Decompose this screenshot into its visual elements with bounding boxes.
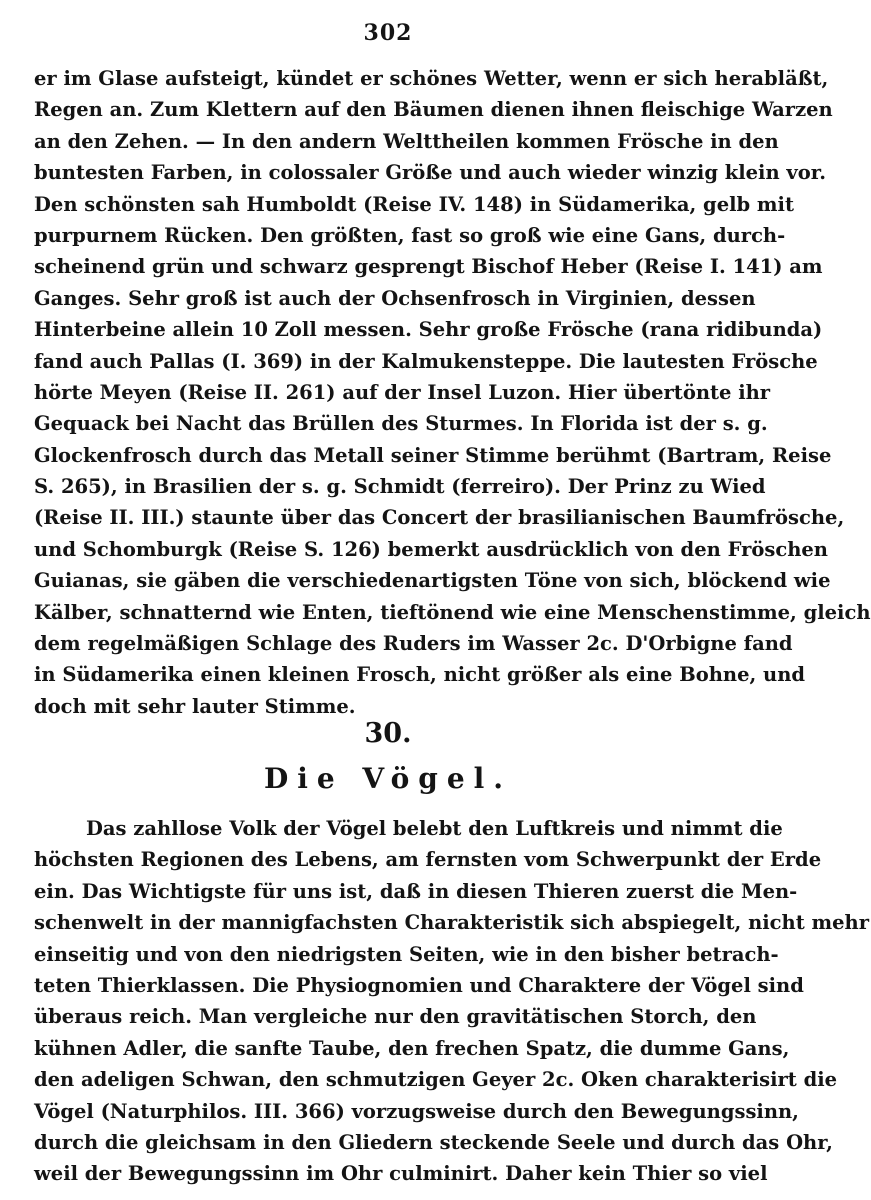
text-line: höchsten Regionen des Lebens, am fernsten vom Schwerpunkt der Erde [34,848,822,872]
text-line: Guianas, sie gäben die verschiedenartigsten Töne von sich, blöckend wie [34,569,831,593]
text-line: an den Zehen. — In den andern Welttheilen kommen Frösche in den [34,129,779,153]
text-line: den adeligen Schwan, den schmutzigen Geyer 2c. Oken charakterisirt die [34,1068,838,1092]
text-line: ein. Das Wichtigste für uns ist, daß in diesen Thieren zuerst die Men- [34,879,798,903]
text-line: purpurnem Rücken. Den größten, fast so groß wie eine Gans, durch- [34,223,786,247]
text-line: in Südamerika einen kleinen Frosch, nicht größer als eine Bohne, und [34,663,806,687]
text-line: buntesten Farben, in colossaler Größe und auch wieder winzig klein vor. [34,161,827,185]
text-line: doch mit sehr lauter Stimme. [34,694,356,718]
text-line: er im Glase aufsteigt, kündet er schönes Wetter, wenn er sich herabläßt, [34,67,829,90]
section-number: 30. [364,718,412,749]
section-title: Die Vögel. [263,762,513,795]
text-line: Hinterbeine allein 10 Zoll messen. Sehr große Frösche (rana ridibunda) [34,318,823,342]
text-line: Vögel (Naturphilos. III. 366) vorzugsweise durch den Bewegungssinn, [34,1099,799,1123]
text-line: teten Thierklassen. Die Physiognomien und Charaktere der Vögel sind [34,973,804,997]
text-line: Glockenfrosch durch das Metall seiner Stimme berühmt (Bartram, Reise [34,443,832,467]
paragraph-birds [34,813,870,1190]
page-number: 302 [363,20,413,46]
text-line: Ganges. Sehr groß ist auch der Ochsenfrosch in Virginien, dessen [34,286,756,310]
text-line: fand auch Pallas (I. 369) in der Kalmukensteppe. Die lautesten Frösche [34,349,818,373]
text-line: Gequack bei Nacht das Brüllen des Sturmes. In Florida ist der s. g. [34,412,768,436]
text-line: hörte Meyen (Reise II. 261) auf der Insel Luzon. Hier übertönte ihr [34,380,771,404]
text-line: S. 265), in Brasilien der s. g. Schmidt (ferreiro). Der Prinz zu Wied [34,475,766,499]
text-line: Das zahllose Volk der Vögel belebt den Luftkreis und nimmt die [86,817,783,840]
paragraph-frogs [34,63,871,722]
text-line: (Reise II. III.) staunte über das Concert der brasilianischen Baumfrösche, [34,506,845,530]
text-line: schenwelt in der mannigfachsten Charakteristik sich abspiegelt, nicht mehr [34,911,870,935]
text-line: Den schönsten sah Humboldt (Reise IV. 148) in Südamerika, gelb mit [34,192,794,216]
text-line: und Schomburgk (Reise S. 126) bemerkt ausdrücklich von den Fröschen [34,537,828,561]
text-line: überaus reich. Man vergleiche nur den gravitätischen Storch, den [34,1005,757,1029]
text-line: scheinend grün und schwarz gesprengt Bischof Heber (Reise I. 141) am [34,255,823,279]
text-line: weil der Bewegungssinn im Ohr culminirt. Daher kein Thier so viel [34,1162,768,1186]
text-line: dem regelmäßigen Schlage des Ruders im Wasser 2c. D'Orbigne fand [34,632,793,656]
text-line: Kälber, schnatternd wie Enten, tieftönend wie eine Menschenstimme, gleich [34,600,871,624]
text-line: durch die gleichsam in den Gliedern steckende Seele und durch das Ohr, [34,1130,833,1154]
text-line: kühnen Adler, die sanfte Taube, den frechen Spatz, die dumme Gans, [34,1036,790,1060]
text-line: Regen an. Zum Klettern auf den Bäumen dienen ihnen fleischige Warzen [34,98,833,122]
text-line: einseitig und von den niedrigsten Seiten, wie in den bisher betrach- [34,942,779,966]
